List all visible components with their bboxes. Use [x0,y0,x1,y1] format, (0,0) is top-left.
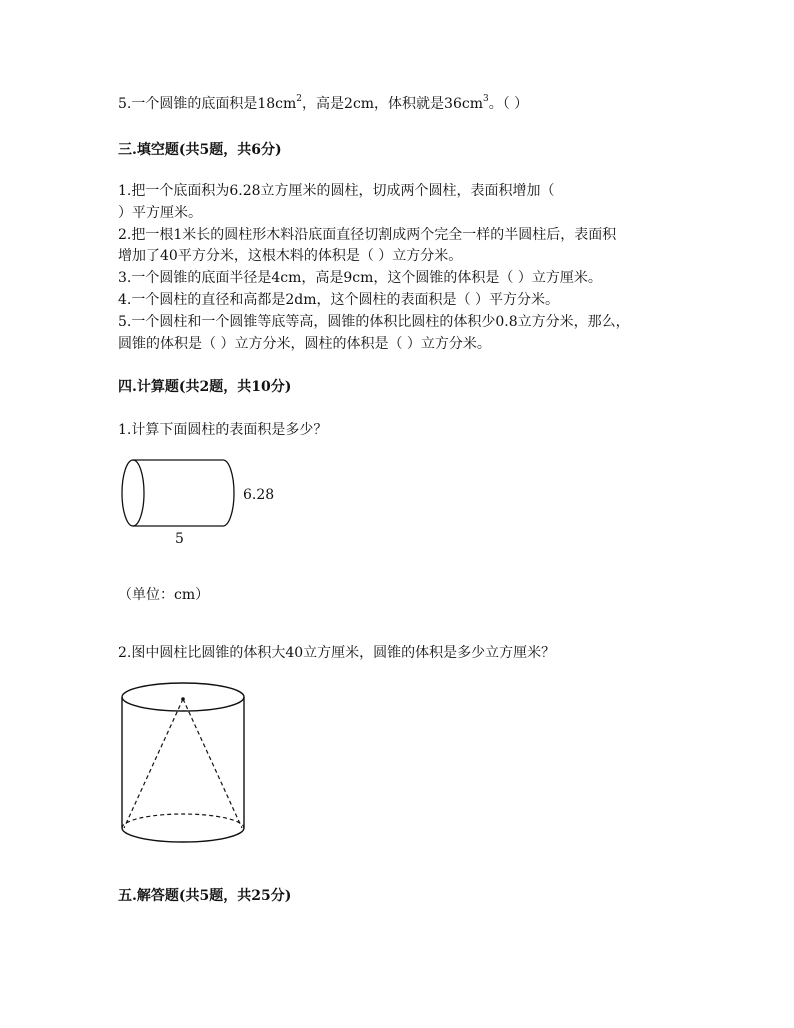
horizontal-cylinder-figure [115,455,295,555]
calc-question-2: 2.图中圆柱比圆锥的体积大40立方厘米，圆锥的体积是多少立方厘米？ [118,645,556,661]
cylinder-length-label: 5 [175,531,184,547]
q5-superscript-volume: 3 [483,94,489,105]
cylinder-cone-figure [115,680,250,850]
unit-note: （单位：cm） [118,587,210,603]
q5-text-part1: 5.一个圆锥的底面积是18cm [118,96,297,112]
q5-answer-bracket: 。（ ） [488,96,529,112]
fill-blank-line-8: 圆锥的体积是（ ）立方分米，圆柱的体积是（ ）立方分米。 [118,336,491,352]
q5-text-part2: ，高是2cm，体积就是36cm [302,96,483,112]
fill-blank-line-7: 5.一个圆柱和一个圆锥等底等高，圆锥的体积比圆柱的体积少0.8立方分米，那么， [118,314,630,330]
q5-superscript-area: 2 [296,94,303,105]
section-3-title: 三.填空题(共5题，共6分) [118,142,282,158]
section-4-title: 四.计算题(共2题，共10分) [118,379,292,395]
fill-blank-line-3: 2.把一根1米长的圆柱形木料沿底面直径切割成两个完全一样的半圆柱后，表面积 [118,227,617,243]
fill-blank-line-1: 1.把一个底面积为6.28立方厘米的圆柱，切成两个圆柱，表面积增加（ [118,183,555,199]
judgment-question-5 [118,95,528,113]
section-5-title: 五.解答题(共5题，共25分) [118,888,292,904]
fill-blank-line-4: 增加了40平方分米，这根木料的体积是（ ）立方分米。 [118,248,463,264]
calc-question-1: 1.计算下面圆柱的表面积是多少？ [118,422,328,438]
fill-blank-line-5: 3.一个圆锥的底面半径是4cm，高是9cm，这个圆锥的体积是（ ）立方厘米。 [118,270,602,286]
cylinder-height-label: 6.28 [243,487,275,503]
fill-blank-line-2: ）平方厘米。 [118,205,202,221]
fill-blank-line-6: 4.一个圆柱的直径和高都是2dm，这个圆柱的表面积是（ ）平方分米。 [118,292,559,308]
